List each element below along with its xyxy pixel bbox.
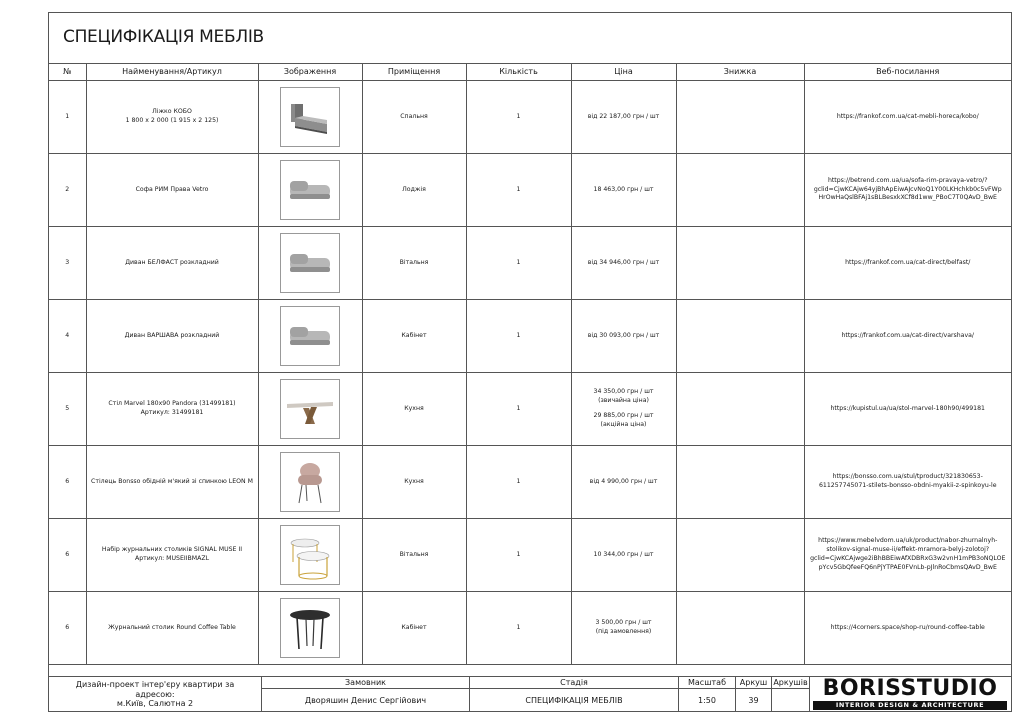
item-web-link[interactable] [804,300,1011,373]
scale-cell [678,677,735,712]
row-number: 5 [49,373,86,446]
name-line: Артикул: MUSEIIBMAZL [134,555,210,562]
item-thumbnail [280,87,340,147]
sheets-value [772,688,809,712]
price-line: 34 350,00 грн / шт [593,388,654,396]
item-image-cell [258,592,362,665]
item-image-cell [258,300,362,373]
url-line: https://frankof.com.ua/cat-direct/belfast/ [845,258,971,266]
sofa-icon [281,234,339,292]
item-price [571,227,676,300]
item-image-cell [258,227,362,300]
price-line: від 22 187,00 грн / шт [587,112,660,120]
logo-tagline: INTERIOR DESIGN & ARCHITECTURE [813,701,1007,710]
client-value: Дворяшин Денис Сергійович [304,695,427,705]
sofa-icon [281,307,339,365]
item-quantity: 1 [466,300,571,373]
stage-label: Стадія [470,677,678,689]
url-line: gclid=CjwKCAjwge2iBhBBEiwAfXDBRxG3w2vnH1mPB3oNQLOE [810,555,1006,562]
table-row [49,592,1011,665]
sheets-label: Аркушів [773,678,808,687]
item-image-cell [258,373,362,446]
item-discount [676,592,804,665]
chair-icon [281,453,339,511]
url-line: https://frankof.com.ua/cat-mebli-horeca/kobo/ [836,112,979,120]
item-web-link[interactable] [804,519,1011,592]
table-row [49,300,1011,373]
item-quantity: 1 [466,592,571,665]
column-header: Зображення [258,63,362,81]
logo-wordmark: BORISSTUDIO [822,676,998,701]
table-body [49,81,1011,665]
item-thumbnail [280,452,340,512]
item-quantity: 1 [466,154,571,227]
row-number: 6 [49,592,86,665]
table-row [49,519,1011,592]
price-line: 3 500,00 грн / шт [595,619,652,627]
coffee-tables-icon [281,526,339,584]
stage-cell [469,677,678,712]
title-block [49,676,1011,712]
price-line: від 34 946,00 грн / шт [587,258,660,266]
item-web-link[interactable] [804,373,1011,446]
column-header: Ціна [571,63,676,81]
price-line: (звичайна ціна) [598,397,649,405]
price-line: 10 344,00 грн / шт [593,550,654,558]
url-line: https://frankof.com.ua/cat-direct/varshava/ [841,331,975,339]
column-header: Знижка [676,63,804,81]
client-cell [261,677,469,712]
item-quantity: 1 [466,373,571,446]
row-number: 1 [49,81,86,154]
item-image-cell [258,446,362,519]
url-line: pYcv5GbQfeeFQ6nPjYTPAE0FVnLb-pJlnRoCbmsQAvD_BwE [818,563,997,571]
item-thumbnail [280,160,340,220]
bed-icon [281,88,339,146]
item-price [571,519,676,592]
name-line: Артикул: 31499181 [140,409,204,416]
item-image-cell [258,81,362,154]
item-web-link[interactable] [804,81,1011,154]
name-line: Стіл Marvel 180x90 Pandora (31499181) [108,400,236,408]
item-discount [676,154,804,227]
item-discount [676,373,804,446]
table-row [49,446,1011,519]
row-number: 4 [49,300,86,373]
item-thumbnail [280,379,340,439]
item-name [86,227,258,300]
round-table-icon [281,599,339,657]
item-name [86,446,258,519]
specification-table [49,63,1011,665]
url-line: stolikov-signal-muse-ii/effekt-mramora-belyj-zolotoj? [826,546,990,554]
item-price [571,592,676,665]
item-room: Кабінет [362,592,466,665]
row-number: 3 [49,227,86,300]
url-line: https://4corners.space/shop-ru/round-coffee-table [830,623,985,631]
item-name [86,154,258,227]
name-line: Софа РИМ Права Vetro [135,185,209,193]
scale-value: 1:50 [698,695,716,705]
row-number: 2 [49,154,86,227]
row-number: 6 [49,446,86,519]
item-room: Лоджія [362,154,466,227]
item-web-link[interactable] [804,154,1011,227]
sheet-value: 39 [748,695,759,705]
sheets-cell [771,677,809,712]
item-web-link[interactable] [804,592,1011,665]
url-line: HrOwHaQslBFAj1sBLBesxkXCf8d1ww_PBoC7T0QAvD_BwE [818,194,997,202]
item-thumbnail [280,233,340,293]
item-name [86,373,258,446]
item-price [571,373,676,446]
price-line: від 4 990,00 грн / шт [589,477,658,485]
item-room: Вітальня [362,227,466,300]
url-line: https://www.mebelvdom.ua/uk/product/nabor-zhurnalnyh- [818,537,998,545]
item-name [86,592,258,665]
item-price [571,300,676,373]
item-discount [676,81,804,154]
item-room: Спальня [362,81,466,154]
item-room: Кухня [362,446,466,519]
project-lines [76,680,235,709]
url-line: https://bonsso.com.ua/stul/tproduct/321830653- [832,473,983,481]
url-line: 611257745071-stilets-bonsso-obdni-myakii-z-spinkoyu-le [818,482,997,489]
column-header: Кількість [466,63,571,81]
item-name [86,519,258,592]
item-quantity: 1 [466,519,571,592]
table-row [49,81,1011,154]
table-row [49,154,1011,227]
item-room: Кабінет [362,300,466,373]
price-line: від 30 093,00 грн / шт [587,331,660,339]
title-bar [49,13,1011,64]
item-web-link[interactable] [804,446,1011,519]
url-line: gclid=CjwKCAjw64yjBhApEiwAJcvNoQ1Y00LKHchkb0c5vFWp [813,185,1002,193]
table-row [49,227,1011,300]
name-line: Диван ВАРШАВА розкладний [124,331,220,339]
item-quantity: 1 [466,446,571,519]
project-line: Дизайн-проект інтер'єру квартири за [75,680,235,690]
item-price [571,154,676,227]
name-line: Набір журнальних столиків SIGNAL MUSE II [101,546,243,554]
item-room: Вітальня [362,519,466,592]
item-discount [676,227,804,300]
item-thumbnail [280,598,340,658]
table-header-row [49,63,1011,81]
stage-value: СПЕЦИФІКАЦІЯ МЕБЛІВ [525,695,623,705]
item-thumbnail [280,525,340,585]
name-line: Стілець Bonsso обідній м'який зі спинкою LEON M [91,477,253,485]
client-label: Замовник [262,677,469,689]
item-name [86,300,258,373]
document-title: СПЕЦИФІКАЦІЯ МЕБЛІВ [63,27,264,47]
table-row [49,373,1011,446]
sofa-icon [281,161,339,219]
item-price [571,81,676,154]
item-price [571,446,676,519]
studio-logo [809,677,1011,712]
sheet-label: Аркуш [736,677,771,689]
project-line: адресою: [135,689,175,699]
project-line: м.Київ, Салютна 2 [116,699,194,709]
price-line: (під замовлення) [595,628,652,635]
table-icon [281,380,339,438]
item-web-link[interactable] [804,227,1011,300]
name-line: Журнальний столик Round Coffee Table [108,623,236,631]
specification-sheet [48,12,1012,712]
item-image-cell [258,154,362,227]
name-line: Ліжко КОБО [152,108,192,116]
item-thumbnail [280,306,340,366]
price-line: 18 463,00 грн / шт [593,185,654,193]
item-room: Кухня [362,373,466,446]
item-quantity: 1 [466,227,571,300]
column-header: Найменування/Артикул [86,63,258,81]
item-discount [676,300,804,373]
sheet-cell [735,677,771,712]
name-line: Диван БЕЛФАСТ розкладний [125,258,219,266]
column-header: № [49,63,86,81]
item-name [86,81,258,154]
item-image-cell [258,519,362,592]
scale-label: Масштаб [679,677,735,689]
item-discount [676,519,804,592]
column-header: Приміщення [362,63,466,81]
column-header: Веб-посилання [804,63,1011,81]
project-description [49,677,261,712]
price-line: (акційна ціна) [600,420,647,428]
row-number: 6 [49,519,86,592]
price-line: 29 885,00 грн / шт [593,412,654,419]
item-discount [676,446,804,519]
url-line: https://betrend.com.ua/ua/sofa-rim-pravaya-vetro/? [827,176,988,184]
item-quantity: 1 [466,81,571,154]
url-line: https://kupistul.ua/ua/stol-marvel-180h90/499181 [830,404,985,412]
name-line: 1 800 х 2 000 (1 915 х 2 125) [125,117,219,124]
